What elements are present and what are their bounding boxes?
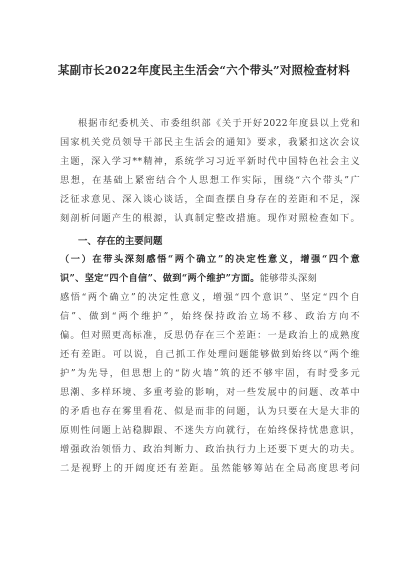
- intro-line: 主题，深入学习**精神，系统学习习近平新时代中国特色社会主义: [60, 156, 360, 167]
- body-line: 偏。但对照更高标准，反思仍存在三个差距：一是政治上的成熟度: [60, 330, 360, 341]
- body-line: 感悟“两个确立”的决定性意义，增强“四个意识”、坚定“四个自: [60, 292, 360, 303]
- body-line: 原则性问题上站稳脚跟、不迷失方向就行，在始终保持忧患意识，: [60, 425, 360, 436]
- intro-line: 泛征求意见、深入谈心谈话，全面查摆自身存在的差距和不足，深: [60, 194, 360, 205]
- body-line: 思潮、多样环境、多重考验的影响，对一些发展中的问题、改革中: [60, 387, 360, 398]
- subsection-heading: （一）在带头深刻感悟“两个确立”的决定性意义，增强“四个意: [60, 254, 360, 265]
- body-line: 信”、做到“两个维护”，始终保持政治立场不移、政治方向不: [60, 311, 360, 322]
- intro-line: 国家机关党员领导干部民主生活会的通知》要求，我紧扣这次会议: [60, 137, 360, 148]
- body-line: 护”为先导，但思想上的“防火墙”筑的还不够牢固，有时受多元: [60, 368, 360, 379]
- subsection-heading-line: [60, 272, 360, 285]
- body-line: 二是视野上的开阔度还有差距。虽然能够筹站在全局高度思考问: [60, 463, 360, 474]
- body-line: 还有差距。可以说，自己抓工作处理问题能够做到始终以“两个维: [60, 349, 360, 360]
- intro-line: 刻剖析问题产生的根源，认真制定整改措施。现作对照检查如下。: [60, 213, 360, 224]
- intro-line: 思想，在基础上紧密结合个人思想工作实际，围绕“六个带头”广: [60, 175, 360, 186]
- document-title: 某副市长2022年度民主生活会“六个带头”对照检查材料: [57, 63, 351, 77]
- intro-line: 根据市纪委机关、市委组织部《关于开好2022年度县以上党和: [78, 118, 360, 129]
- body-line: 的矛盾也存在雾里看花、似是而非的问题，认为只要在大是大非的: [60, 406, 360, 417]
- subsection-heading-tail: 识”、坚定“四个自信”、做到“两个维护”方面。: [60, 273, 260, 284]
- body-text-start: 能够带头深刻: [259, 273, 318, 284]
- body-line: 增强政治领悟力、政治判断力、政治执行力上还要下更大的功夫。: [60, 444, 360, 455]
- section-heading: 一、存在的主要问题: [78, 236, 163, 247]
